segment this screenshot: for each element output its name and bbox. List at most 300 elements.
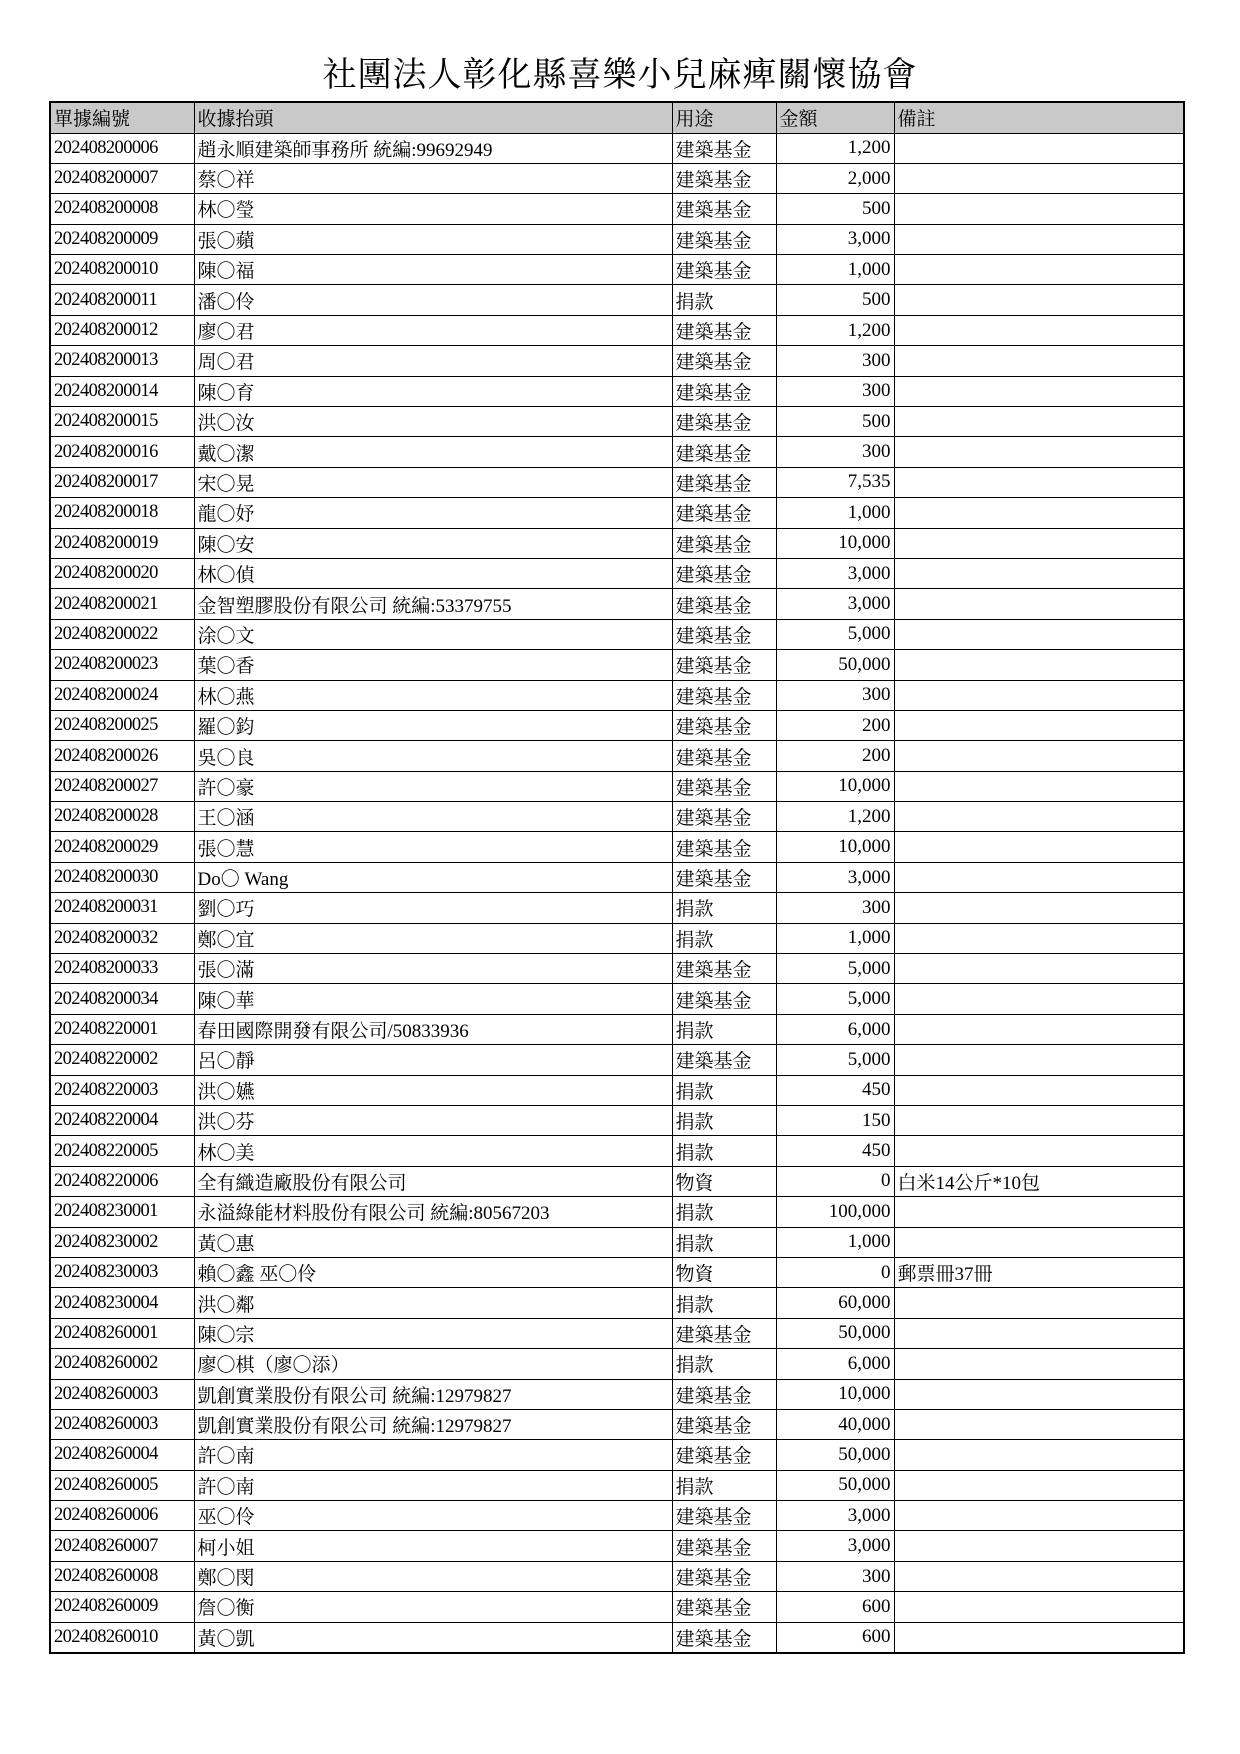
cell-purpose: 捐款 bbox=[672, 1014, 776, 1044]
table-row bbox=[50, 619, 1184, 649]
table-row bbox=[50, 1561, 1184, 1591]
cell-receipt-title: 凱創實業股份有限公司 統編:12979827 bbox=[194, 1409, 672, 1439]
table-row bbox=[50, 255, 1184, 285]
cell-purpose: 捐款 bbox=[672, 893, 776, 923]
cell-remarks bbox=[894, 1409, 1184, 1439]
cell-receipt-no: 202408260004 bbox=[50, 1440, 194, 1470]
column-header-amount: 金額 bbox=[776, 102, 894, 133]
cell-purpose: 建築基金 bbox=[672, 650, 776, 680]
table-row bbox=[50, 1197, 1184, 1227]
cell-amount: 150 bbox=[776, 1106, 894, 1136]
cell-remarks bbox=[894, 1531, 1184, 1561]
table-row bbox=[50, 1227, 1184, 1257]
cell-amount: 6,000 bbox=[776, 1014, 894, 1044]
cell-receipt-no: 202408260010 bbox=[50, 1622, 194, 1652]
cell-remarks bbox=[894, 954, 1184, 984]
cell-amount: 5,000 bbox=[776, 954, 894, 984]
cell-receipt-no: 202408200028 bbox=[50, 802, 194, 832]
cell-receipt-no: 202408260006 bbox=[50, 1501, 194, 1531]
table-row bbox=[50, 893, 1184, 923]
cell-receipt-no: 202408200013 bbox=[50, 346, 194, 376]
cell-receipt-no: 202408200018 bbox=[50, 498, 194, 528]
table-row bbox=[50, 498, 1184, 528]
cell-purpose: 建築基金 bbox=[672, 558, 776, 588]
cell-purpose: 物資 bbox=[672, 1257, 776, 1287]
cell-remarks bbox=[894, 1075, 1184, 1105]
cell-receipt-title: 張〇蘋 bbox=[194, 224, 672, 254]
cell-remarks bbox=[894, 1592, 1184, 1622]
cell-receipt-no: 202408200027 bbox=[50, 771, 194, 801]
cell-receipt-title: 陳〇育 bbox=[194, 376, 672, 406]
cell-purpose: 建築基金 bbox=[672, 437, 776, 467]
cell-remarks bbox=[894, 224, 1184, 254]
cell-receipt-no: 202408200007 bbox=[50, 163, 194, 193]
column-header-receipt-title: 收據抬頭 bbox=[194, 102, 672, 133]
cell-amount: 3,000 bbox=[776, 589, 894, 619]
cell-receipt-no: 202408200016 bbox=[50, 437, 194, 467]
cell-receipt-no: 202408200032 bbox=[50, 923, 194, 953]
cell-receipt-title: 洪〇芬 bbox=[194, 1106, 672, 1136]
cell-remarks bbox=[894, 133, 1184, 163]
table-row bbox=[50, 1166, 1184, 1196]
table-row bbox=[50, 1288, 1184, 1318]
cell-amount: 1,000 bbox=[776, 1227, 894, 1257]
cell-remarks bbox=[894, 407, 1184, 437]
table-row bbox=[50, 650, 1184, 680]
cell-amount: 3,000 bbox=[776, 1501, 894, 1531]
cell-amount: 5,000 bbox=[776, 1045, 894, 1075]
cell-receipt-title: 趙永順建築師事務所 統編:99692949 bbox=[194, 133, 672, 163]
cell-receipt-title: 許〇南 bbox=[194, 1440, 672, 1470]
cell-receipt-title: 廖〇棋（廖〇添） bbox=[194, 1349, 672, 1379]
cell-remarks bbox=[894, 1014, 1184, 1044]
table-row bbox=[50, 528, 1184, 558]
cell-purpose: 建築基金 bbox=[672, 954, 776, 984]
table-row bbox=[50, 1318, 1184, 1348]
table-row bbox=[50, 923, 1184, 953]
cell-remarks bbox=[894, 1197, 1184, 1227]
cell-amount: 60,000 bbox=[776, 1288, 894, 1318]
cell-receipt-title: 林〇美 bbox=[194, 1136, 672, 1166]
cell-purpose: 建築基金 bbox=[672, 680, 776, 710]
cell-receipt-title: 王〇涵 bbox=[194, 802, 672, 832]
table-row bbox=[50, 467, 1184, 497]
cell-receipt-title: 詹〇衡 bbox=[194, 1592, 672, 1622]
cell-amount: 1,000 bbox=[776, 255, 894, 285]
cell-remarks bbox=[894, 741, 1184, 771]
cell-remarks bbox=[894, 1440, 1184, 1470]
cell-receipt-no: 202408200023 bbox=[50, 650, 194, 680]
cell-amount: 300 bbox=[776, 1561, 894, 1591]
cell-amount: 50,000 bbox=[776, 1318, 894, 1348]
cell-receipt-title: 潘〇伶 bbox=[194, 285, 672, 315]
cell-receipt-title: 春田國際開發有限公司/50833936 bbox=[194, 1014, 672, 1044]
cell-purpose: 建築基金 bbox=[672, 1318, 776, 1348]
cell-amount: 50,000 bbox=[776, 1470, 894, 1500]
cell-purpose: 建築基金 bbox=[672, 376, 776, 406]
cell-receipt-no: 202408220005 bbox=[50, 1136, 194, 1166]
cell-purpose: 建築基金 bbox=[672, 133, 776, 163]
cell-receipt-no: 202408200030 bbox=[50, 862, 194, 892]
cell-purpose: 建築基金 bbox=[672, 619, 776, 649]
cell-amount: 2,000 bbox=[776, 163, 894, 193]
table-row bbox=[50, 1470, 1184, 1500]
cell-receipt-title: 陳〇華 bbox=[194, 984, 672, 1014]
cell-purpose: 建築基金 bbox=[672, 1409, 776, 1439]
cell-remarks bbox=[894, 650, 1184, 680]
cell-purpose: 建築基金 bbox=[672, 498, 776, 528]
cell-remarks bbox=[894, 1318, 1184, 1348]
cell-receipt-no: 202408220006 bbox=[50, 1166, 194, 1196]
cell-remarks bbox=[894, 1379, 1184, 1409]
cell-receipt-no: 202408200026 bbox=[50, 741, 194, 771]
table-row bbox=[50, 710, 1184, 740]
cell-purpose: 建築基金 bbox=[672, 1531, 776, 1561]
cell-receipt-title: 黃〇凱 bbox=[194, 1622, 672, 1652]
cell-purpose: 建築基金 bbox=[672, 1045, 776, 1075]
cell-amount: 500 bbox=[776, 194, 894, 224]
table-row bbox=[50, 1106, 1184, 1136]
cell-receipt-title: 金智塑膠股份有限公司 統編:53379755 bbox=[194, 589, 672, 619]
cell-receipt-no: 202408220002 bbox=[50, 1045, 194, 1075]
cell-amount: 40,000 bbox=[776, 1409, 894, 1439]
cell-amount: 0 bbox=[776, 1257, 894, 1287]
cell-receipt-no: 202408200012 bbox=[50, 315, 194, 345]
cell-amount: 600 bbox=[776, 1592, 894, 1622]
cell-remarks bbox=[894, 1136, 1184, 1166]
cell-purpose: 建築基金 bbox=[672, 255, 776, 285]
column-header-purpose: 用途 bbox=[672, 102, 776, 133]
cell-purpose: 建築基金 bbox=[672, 1440, 776, 1470]
cell-receipt-title: 陳〇宗 bbox=[194, 1318, 672, 1348]
cell-amount: 200 bbox=[776, 710, 894, 740]
cell-receipt-title: 吳〇良 bbox=[194, 741, 672, 771]
cell-receipt-title: 許〇豪 bbox=[194, 771, 672, 801]
table-row bbox=[50, 376, 1184, 406]
cell-receipt-no: 202408200011 bbox=[50, 285, 194, 315]
cell-receipt-title: 鄭〇閔 bbox=[194, 1561, 672, 1591]
cell-remarks bbox=[894, 315, 1184, 345]
cell-remarks bbox=[894, 710, 1184, 740]
cell-amount: 5,000 bbox=[776, 619, 894, 649]
cell-receipt-title: 凱創實業股份有限公司 統編:12979827 bbox=[194, 1379, 672, 1409]
cell-amount: 300 bbox=[776, 376, 894, 406]
cell-receipt-title: 蔡〇祥 bbox=[194, 163, 672, 193]
cell-receipt-no: 202408200008 bbox=[50, 194, 194, 224]
cell-purpose: 捐款 bbox=[672, 1106, 776, 1136]
cell-receipt-title: 張〇滿 bbox=[194, 954, 672, 984]
cell-amount: 450 bbox=[776, 1136, 894, 1166]
cell-purpose: 捐款 bbox=[672, 1197, 776, 1227]
table-row bbox=[50, 163, 1184, 193]
cell-amount: 0 bbox=[776, 1166, 894, 1196]
cell-receipt-no: 202408260008 bbox=[50, 1561, 194, 1591]
cell-purpose: 捐款 bbox=[672, 1349, 776, 1379]
cell-amount: 300 bbox=[776, 437, 894, 467]
cell-receipt-title: 林〇瑩 bbox=[194, 194, 672, 224]
cell-receipt-no: 202408230002 bbox=[50, 1227, 194, 1257]
cell-purpose: 建築基金 bbox=[672, 528, 776, 558]
cell-receipt-title: 賴〇鑫 巫〇伶 bbox=[194, 1257, 672, 1287]
cell-purpose: 建築基金 bbox=[672, 1561, 776, 1591]
cell-receipt-title: 呂〇靜 bbox=[194, 1045, 672, 1075]
cell-amount: 10,000 bbox=[776, 528, 894, 558]
table-row bbox=[50, 224, 1184, 254]
table-row bbox=[50, 346, 1184, 376]
cell-remarks bbox=[894, 1561, 1184, 1591]
cell-receipt-title: 陳〇安 bbox=[194, 528, 672, 558]
cell-receipt-title: 巫〇伶 bbox=[194, 1501, 672, 1531]
cell-remarks bbox=[894, 194, 1184, 224]
cell-purpose: 捐款 bbox=[672, 1075, 776, 1105]
table-row bbox=[50, 680, 1184, 710]
cell-remarks bbox=[894, 285, 1184, 315]
cell-receipt-no: 202408200021 bbox=[50, 589, 194, 619]
table-row bbox=[50, 1409, 1184, 1439]
cell-receipt-no: 202408260009 bbox=[50, 1592, 194, 1622]
table-row bbox=[50, 1592, 1184, 1622]
cell-amount: 10,000 bbox=[776, 832, 894, 862]
cell-amount: 1,000 bbox=[776, 498, 894, 528]
table-row bbox=[50, 771, 1184, 801]
cell-receipt-title: 張〇慧 bbox=[194, 832, 672, 862]
table-body bbox=[50, 133, 1184, 1653]
cell-purpose: 捐款 bbox=[672, 1288, 776, 1318]
table-row bbox=[50, 1531, 1184, 1561]
cell-receipt-title: 鄭〇宜 bbox=[194, 923, 672, 953]
cell-receipt-title: 林〇偵 bbox=[194, 558, 672, 588]
cell-purpose: 建築基金 bbox=[672, 467, 776, 497]
cell-amount: 5,000 bbox=[776, 984, 894, 1014]
cell-purpose: 建築基金 bbox=[672, 771, 776, 801]
cell-receipt-no: 202408230001 bbox=[50, 1197, 194, 1227]
table-row bbox=[50, 1622, 1184, 1652]
table-row bbox=[50, 1075, 1184, 1105]
cell-amount: 3,000 bbox=[776, 558, 894, 588]
table-row bbox=[50, 1440, 1184, 1470]
cell-receipt-no: 202408200034 bbox=[50, 984, 194, 1014]
cell-receipt-no: 202408200022 bbox=[50, 619, 194, 649]
cell-receipt-title: 陳〇福 bbox=[194, 255, 672, 285]
cell-receipt-no: 202408200015 bbox=[50, 407, 194, 437]
cell-purpose: 捐款 bbox=[672, 1227, 776, 1257]
table-row bbox=[50, 407, 1184, 437]
cell-remarks bbox=[894, 437, 1184, 467]
cell-remarks: 白米14公斤*10包 bbox=[894, 1166, 1184, 1196]
cell-receipt-no: 202408200025 bbox=[50, 710, 194, 740]
cell-amount: 500 bbox=[776, 407, 894, 437]
cell-receipt-title: Do〇 Wang bbox=[194, 862, 672, 892]
cell-receipt-title: 黃〇惠 bbox=[194, 1227, 672, 1257]
cell-remarks bbox=[894, 163, 1184, 193]
cell-amount: 600 bbox=[776, 1622, 894, 1652]
cell-receipt-title: 周〇君 bbox=[194, 346, 672, 376]
table-header-row bbox=[50, 102, 1184, 133]
cell-purpose: 捐款 bbox=[672, 1136, 776, 1166]
cell-receipt-no: 202408260001 bbox=[50, 1318, 194, 1348]
cell-amount: 3,000 bbox=[776, 1531, 894, 1561]
table-row bbox=[50, 437, 1184, 467]
cell-remarks bbox=[894, 984, 1184, 1014]
cell-receipt-title: 羅〇鈞 bbox=[194, 710, 672, 740]
cell-remarks bbox=[894, 1349, 1184, 1379]
table-row bbox=[50, 1014, 1184, 1044]
cell-receipt-no: 202408220003 bbox=[50, 1075, 194, 1105]
cell-purpose: 建築基金 bbox=[672, 224, 776, 254]
table-row bbox=[50, 1349, 1184, 1379]
cell-purpose: 物資 bbox=[672, 1166, 776, 1196]
cell-amount: 6,000 bbox=[776, 1349, 894, 1379]
cell-receipt-no: 202408200006 bbox=[50, 133, 194, 163]
cell-purpose: 建築基金 bbox=[672, 802, 776, 832]
cell-receipt-title: 許〇南 bbox=[194, 1470, 672, 1500]
cell-amount: 10,000 bbox=[776, 1379, 894, 1409]
cell-amount: 100,000 bbox=[776, 1197, 894, 1227]
cell-purpose: 捐款 bbox=[672, 1470, 776, 1500]
cell-remarks bbox=[894, 802, 1184, 832]
cell-receipt-no: 202408200024 bbox=[50, 680, 194, 710]
cell-remarks bbox=[894, 1106, 1184, 1136]
cell-amount: 1,200 bbox=[776, 315, 894, 345]
cell-amount: 7,535 bbox=[776, 467, 894, 497]
cell-amount: 1,000 bbox=[776, 923, 894, 953]
cell-amount: 500 bbox=[776, 285, 894, 315]
table-row bbox=[50, 862, 1184, 892]
cell-remarks bbox=[894, 1288, 1184, 1318]
column-header-remarks: 備註 bbox=[894, 102, 1184, 133]
cell-receipt-no: 202408220001 bbox=[50, 1014, 194, 1044]
table-row bbox=[50, 741, 1184, 771]
cell-purpose: 建築基金 bbox=[672, 862, 776, 892]
page-title: 社團法人彰化縣喜樂小兒麻痺關懷協會 bbox=[322, 57, 918, 94]
cell-receipt-no: 202408200009 bbox=[50, 224, 194, 254]
cell-remarks bbox=[894, 680, 1184, 710]
cell-purpose: 建築基金 bbox=[672, 710, 776, 740]
cell-remarks bbox=[894, 528, 1184, 558]
cell-amount: 200 bbox=[776, 741, 894, 771]
cell-receipt-title: 柯小姐 bbox=[194, 1531, 672, 1561]
cell-remarks bbox=[894, 923, 1184, 953]
cell-purpose: 建築基金 bbox=[672, 407, 776, 437]
cell-receipt-no: 202408200031 bbox=[50, 893, 194, 923]
cell-receipt-no: 202408230003 bbox=[50, 1257, 194, 1287]
table-row bbox=[50, 315, 1184, 345]
cell-remarks bbox=[894, 376, 1184, 406]
cell-remarks bbox=[894, 619, 1184, 649]
cell-remarks bbox=[894, 255, 1184, 285]
cell-receipt-no: 202408230004 bbox=[50, 1288, 194, 1318]
cell-receipt-no: 202408260003 bbox=[50, 1409, 194, 1439]
cell-remarks bbox=[894, 832, 1184, 862]
cell-purpose: 捐款 bbox=[672, 923, 776, 953]
donation-table bbox=[49, 101, 1185, 1654]
cell-remarks bbox=[894, 862, 1184, 892]
cell-remarks bbox=[894, 1470, 1184, 1500]
cell-purpose: 捐款 bbox=[672, 285, 776, 315]
cell-amount: 10,000 bbox=[776, 771, 894, 801]
cell-receipt-title: 永溢綠能材料股份有限公司 統編:80567203 bbox=[194, 1197, 672, 1227]
cell-purpose: 建築基金 bbox=[672, 741, 776, 771]
cell-receipt-no: 202408260003 bbox=[50, 1379, 194, 1409]
cell-remarks bbox=[894, 1501, 1184, 1531]
cell-receipt-no: 202408200020 bbox=[50, 558, 194, 588]
cell-purpose: 建築基金 bbox=[672, 194, 776, 224]
cell-remarks bbox=[894, 1227, 1184, 1257]
table-row bbox=[50, 1045, 1184, 1075]
table-row bbox=[50, 133, 1184, 163]
cell-remarks bbox=[894, 1045, 1184, 1075]
table-row bbox=[50, 1136, 1184, 1166]
cell-remarks bbox=[894, 346, 1184, 376]
cell-receipt-no: 202408260005 bbox=[50, 1470, 194, 1500]
cell-purpose: 建築基金 bbox=[672, 1501, 776, 1531]
cell-purpose: 建築基金 bbox=[672, 832, 776, 862]
cell-receipt-no: 202408200010 bbox=[50, 255, 194, 285]
cell-receipt-title: 戴〇潔 bbox=[194, 437, 672, 467]
cell-receipt-no: 202408200029 bbox=[50, 832, 194, 862]
table-row bbox=[50, 1501, 1184, 1531]
cell-receipt-no: 202408200017 bbox=[50, 467, 194, 497]
cell-amount: 3,000 bbox=[776, 224, 894, 254]
cell-receipt-title: 洪〇鄰 bbox=[194, 1288, 672, 1318]
cell-purpose: 建築基金 bbox=[672, 346, 776, 376]
cell-amount: 300 bbox=[776, 893, 894, 923]
cell-purpose: 建築基金 bbox=[672, 163, 776, 193]
table-row bbox=[50, 285, 1184, 315]
cell-receipt-title: 宋〇晃 bbox=[194, 467, 672, 497]
cell-remarks bbox=[894, 498, 1184, 528]
cell-remarks bbox=[894, 893, 1184, 923]
cell-amount: 50,000 bbox=[776, 1440, 894, 1470]
table-row bbox=[50, 832, 1184, 862]
cell-amount: 300 bbox=[776, 680, 894, 710]
cell-receipt-title: 涂〇文 bbox=[194, 619, 672, 649]
cell-receipt-title: 龍〇妤 bbox=[194, 498, 672, 528]
cell-remarks bbox=[894, 1622, 1184, 1652]
cell-remarks bbox=[894, 589, 1184, 619]
cell-receipt-no: 202408200033 bbox=[50, 954, 194, 984]
cell-receipt-no: 202408200019 bbox=[50, 528, 194, 558]
cell-receipt-title: 劉〇巧 bbox=[194, 893, 672, 923]
column-header-receipt-no: 單據編號 bbox=[50, 102, 194, 133]
cell-amount: 450 bbox=[776, 1075, 894, 1105]
table-row bbox=[50, 589, 1184, 619]
cell-amount: 1,200 bbox=[776, 133, 894, 163]
cell-receipt-title: 葉〇香 bbox=[194, 650, 672, 680]
cell-receipt-title: 全有織造廠股份有限公司 bbox=[194, 1166, 672, 1196]
cell-purpose: 建築基金 bbox=[672, 984, 776, 1014]
cell-purpose: 建築基金 bbox=[672, 1622, 776, 1652]
cell-amount: 50,000 bbox=[776, 650, 894, 680]
table-row bbox=[50, 1379, 1184, 1409]
cell-purpose: 建築基金 bbox=[672, 1379, 776, 1409]
table-row bbox=[50, 802, 1184, 832]
cell-amount: 1,200 bbox=[776, 802, 894, 832]
cell-remarks bbox=[894, 771, 1184, 801]
cell-purpose: 建築基金 bbox=[672, 1592, 776, 1622]
cell-receipt-title: 洪〇汝 bbox=[194, 407, 672, 437]
cell-receipt-no: 202408200014 bbox=[50, 376, 194, 406]
table-row bbox=[50, 194, 1184, 224]
cell-amount: 3,000 bbox=[776, 862, 894, 892]
cell-purpose: 建築基金 bbox=[672, 589, 776, 619]
cell-remarks: 郵票冊37冊 bbox=[894, 1257, 1184, 1287]
cell-amount: 300 bbox=[776, 346, 894, 376]
cell-receipt-no: 202408260002 bbox=[50, 1349, 194, 1379]
table-row bbox=[50, 1257, 1184, 1287]
cell-receipt-title: 廖〇君 bbox=[194, 315, 672, 345]
cell-receipt-no: 202408220004 bbox=[50, 1106, 194, 1136]
